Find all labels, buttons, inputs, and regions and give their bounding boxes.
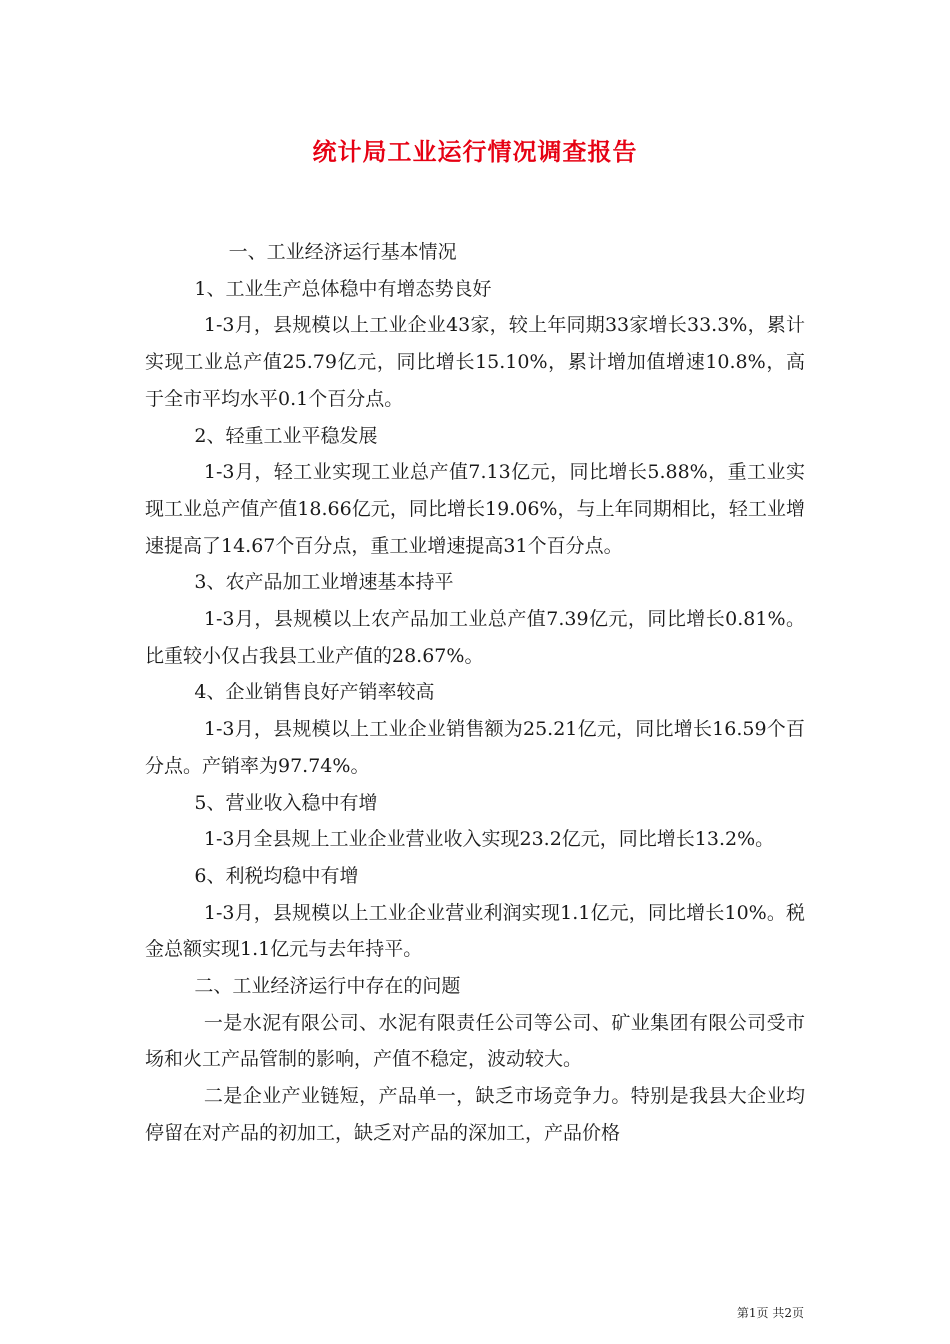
subsection-heading: 2、轻重工业平稳发展: [194, 424, 378, 447]
body-paragraph: 二是企业产业链短，产品单一，缺乏市场竞争力。特别是我县大企业均停留在对产品的初加工，缺乏对产品的深加工，产品价格: [145, 1085, 805, 1144]
document-body: [145, 234, 805, 1152]
body-paragraph: 1-3月，轻工业实现工业总产值7.13亿元，同比增长5.88%，重工业实现工业总产值产值18.66亿元，同比增长19.06%，与上年同期相比，轻工业增速提高了14.67个百分点，重工业增速提高31个百分点。: [145, 461, 805, 557]
body-paragraph: 1-3月，县规模以上工业企业销售额为25.21亿元，同比增长16.59个百分点。产销率为97.74%。: [145, 718, 805, 777]
section-heading: 二、工业经济运行中存在的问题: [194, 975, 461, 998]
section-heading: 一、工业经济运行基本情况: [228, 241, 457, 263]
subsection-heading: 4、企业销售良好产销率较高: [194, 681, 435, 704]
body-paragraph: 1-3月，县规模以上工业企业营业利润实现1.1亿元，同比增长10%。税金总额实现1.1亿元与去年持平。: [145, 901, 805, 961]
body-paragraph: 1-3月，县规模以上工业企业43家，较上年同期33家增长33.3%，累计实现工业总产值25.79亿元，同比增长15.10%，累计增加值增速10.8%，高于全市平均水平0.1个百分点。: [145, 314, 805, 410]
subsection-heading: 6、利税均稳中有增: [194, 864, 359, 887]
body-paragraph: 1-3月全县规上工业企业营业收入实现23.2亿元，同比增长13.2%。: [203, 828, 775, 851]
document-title: 统计局工业运行情况调查报告: [312, 137, 638, 166]
body-paragraph: 1-3月，县规模以上农产品加工业总产值7.39亿元，同比增长0.81%。比重较小仅占我县工业产值的28.67%。: [145, 608, 805, 667]
subsection-heading: 3、农产品加工业增速基本持平: [194, 571, 454, 594]
body-paragraph: 一是水泥有限公司、水泥有限责任公司等公司、矿业集团有限公司受市场和火工产品管制的影响，产值不稳定，波动较大。: [145, 1011, 805, 1071]
page-number: 第1页 共2页: [736, 1306, 804, 1320]
subsection-heading: 5、营业收入稳中有增: [194, 791, 378, 814]
subsection-heading: 1、工业生产总体稳中有增态势良好: [194, 277, 492, 300]
